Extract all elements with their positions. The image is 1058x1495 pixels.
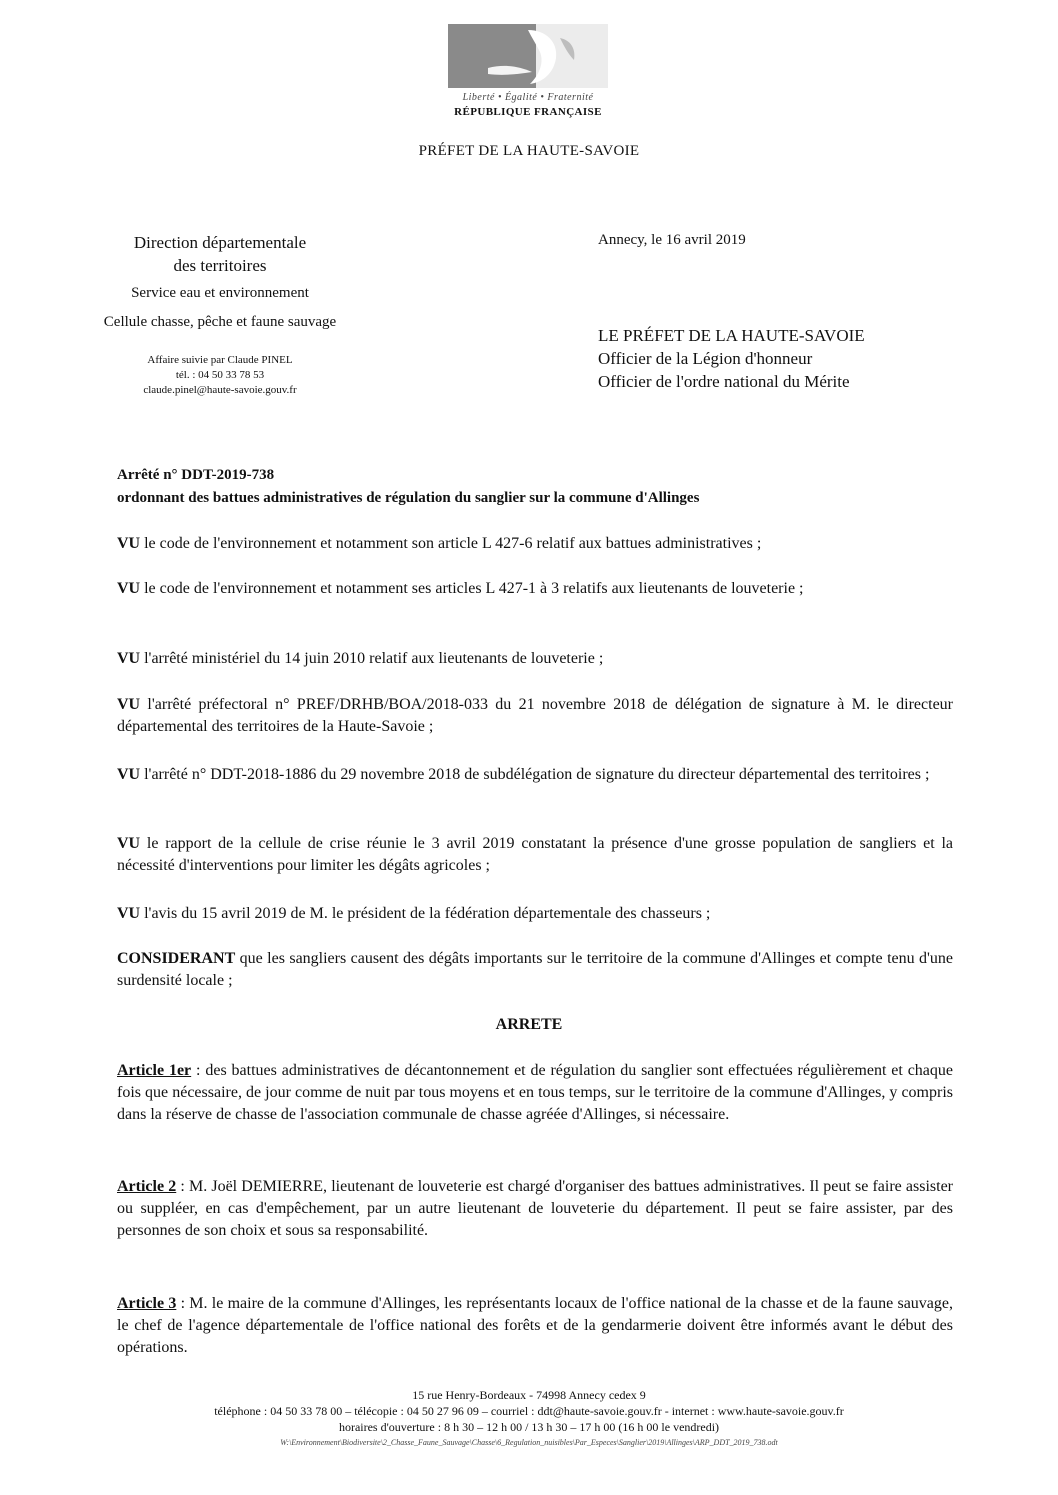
visa-text: le rapport de la cellule de crise réunie le 3 avril 2019 constatant la présence d'une grosse population de sangliers et la nécessité d'interventions pour limiter les dégâts agricoles ; xyxy=(117,835,953,874)
document-date: Annecy, le 16 avril 2019 xyxy=(598,232,746,248)
republic-motto: Liberté • Égalité • Fraternité xyxy=(462,92,594,103)
visa-paragraph xyxy=(117,578,953,600)
visa-lead: VU xyxy=(117,905,141,922)
visa-lead: VU xyxy=(117,835,141,852)
department-name xyxy=(60,231,380,277)
visa-lead: VU xyxy=(117,535,141,552)
contact-block xyxy=(60,353,380,398)
article-label: Article 2 xyxy=(117,1178,177,1195)
visa-text: l'avis du 15 avril 2019 de M. le président de la fédération départementale des chasseurs ; xyxy=(140,905,711,922)
considerant-text: que les sangliers causent des dégâts importants sur le territoire de la commune d'Allinges et compte tenu d'une surdensité locale ; xyxy=(117,950,953,989)
visa-paragraph xyxy=(117,694,953,738)
republic-logo xyxy=(448,24,608,124)
republic-name: RÉPUBLIQUE FRANÇAISE xyxy=(454,106,602,118)
authority-honor-1: Officier de la Légion d'honneur xyxy=(598,349,813,368)
authority-title: LE PRÉFET DE LA HAUTE-SAVOIE xyxy=(598,326,865,345)
visa-paragraph xyxy=(117,833,953,877)
footer-address: 15 rue Henry-Bordeaux - 74998 Annecy cedex 9 xyxy=(412,1388,646,1402)
article-text: : M. le maire de la commune d'Allinges, les représentants locaux de l'office national de la chasse et de la faune sauvage, le chef de l'agence départementale de l'office national des forêts et de la gendarmerie doivent être informés avant le début des opérations. xyxy=(117,1295,953,1356)
visa-lead: VU xyxy=(117,696,141,713)
contact-phone: tél. : 04 50 33 78 53 xyxy=(175,369,265,381)
cellule-name: Cellule chasse, pêche et faune sauvage xyxy=(103,314,337,330)
contact-email: claude.pinel@haute-savoie.gouv.fr xyxy=(143,384,297,396)
arrete-heading: ARRETE xyxy=(495,1016,563,1033)
service-name: Service eau et environnement xyxy=(131,285,309,301)
article-label: Article 3 xyxy=(117,1295,177,1312)
arrete-header xyxy=(117,464,699,510)
authority-block xyxy=(598,324,865,393)
article-text: : des battues administratives de décantonnement et de régulation du sanglier sont effectuées régulièrement et chaque fois que nécessaire, de jour comme de nuit par tous moyens et en tous temps, sur le territoire de la commune d'Allinges, y compris dans la réserve de chasse de l'association communale de chasse agréée d'Allinges, si nécessaire. xyxy=(117,1062,954,1123)
considerant-lead: CONSIDERANT xyxy=(117,950,236,967)
authority-honor-2: Officier de l'ordre national du Mérite xyxy=(598,372,850,391)
visa-text: l'arrêté n° DDT-2018-1886 du 29 novembre 2018 de subdélégation de signature du directeur départemental des territoires ; xyxy=(140,766,930,783)
visa-paragraph xyxy=(117,533,953,555)
article-label: Article 1er xyxy=(117,1062,192,1079)
visa-lead: VU xyxy=(117,650,141,667)
footer-hours: horaires d'ouverture : 8 h 30 – 12 h 00 / 13 h 30 – 17 h 00 (16 h 00 le vendredi) xyxy=(338,1420,720,1434)
contact-person: Affaire suivie par Claude PINEL xyxy=(147,354,293,366)
visa-text: le code de l'environnement et notamment son article L 427-6 relatif aux battues administratives ; xyxy=(140,535,762,552)
marianne-logo-icon xyxy=(448,24,608,88)
article-paragraph xyxy=(117,1293,953,1359)
department-line-2: des territoires xyxy=(173,256,267,275)
footer-contacts: téléphone : 04 50 33 78 00 – télécopie : 04 50 27 96 09 – courriel : ddt@haute-savoie.gouv.fr - internet : www.haute-savoie.gouv.fr xyxy=(214,1404,844,1418)
article-paragraph xyxy=(117,1060,953,1126)
visa-paragraph xyxy=(117,764,953,786)
visa-paragraph xyxy=(117,648,953,670)
footer-file-path: W:\Environnement\Biodiversite\2_Chasse_Faune_Sauvage\Chasse\6_Regulation_nuisibles\Par_Especes\Sanglier\2019\Allinges\ARP_DDT_2019_738.odt xyxy=(280,1438,778,1447)
arrete-number: Arrêté n° DDT-2019-738 xyxy=(117,467,275,483)
considerant-paragraph xyxy=(117,948,953,992)
visa-text: le code de l'environnement et notamment ses articles L 427-1 à 3 relatifs aux lieutenants de louveterie ; xyxy=(140,580,804,597)
visa-lead: VU xyxy=(117,766,141,783)
visa-paragraph xyxy=(117,903,953,925)
arrete-subject: ordonnant des battues administratives de régulation du sanglier sur la commune d'Allinges xyxy=(117,490,700,506)
article-paragraph xyxy=(117,1176,953,1242)
visa-lead: VU xyxy=(117,580,141,597)
visa-text: l'arrêté ministériel du 14 juin 2010 relatif aux lieutenants de louveterie ; xyxy=(140,650,604,667)
prefecture-title: PRÉFET DE LA HAUTE-SAVOIE xyxy=(418,143,640,159)
visa-text: l'arrêté préfectoral n° PREF/DRHB/BOA/2018-033 du 21 novembre 2018 de délégation de signature à M. le directeur départemental des territoires de la Haute-Savoie ; xyxy=(117,696,953,735)
department-line-1: Direction départementale xyxy=(133,233,307,252)
article-text: : M. Joël DEMIERRE, lieutenant de louveterie est chargé d'organiser des battues administratives. Il peut se faire assister ou suppléer, en cas d'empêchement, par un autre lieutenant de louveterie du département. Il peut se faire assister, par des personnes de son choix et sous sa responsabilité. xyxy=(117,1178,954,1239)
